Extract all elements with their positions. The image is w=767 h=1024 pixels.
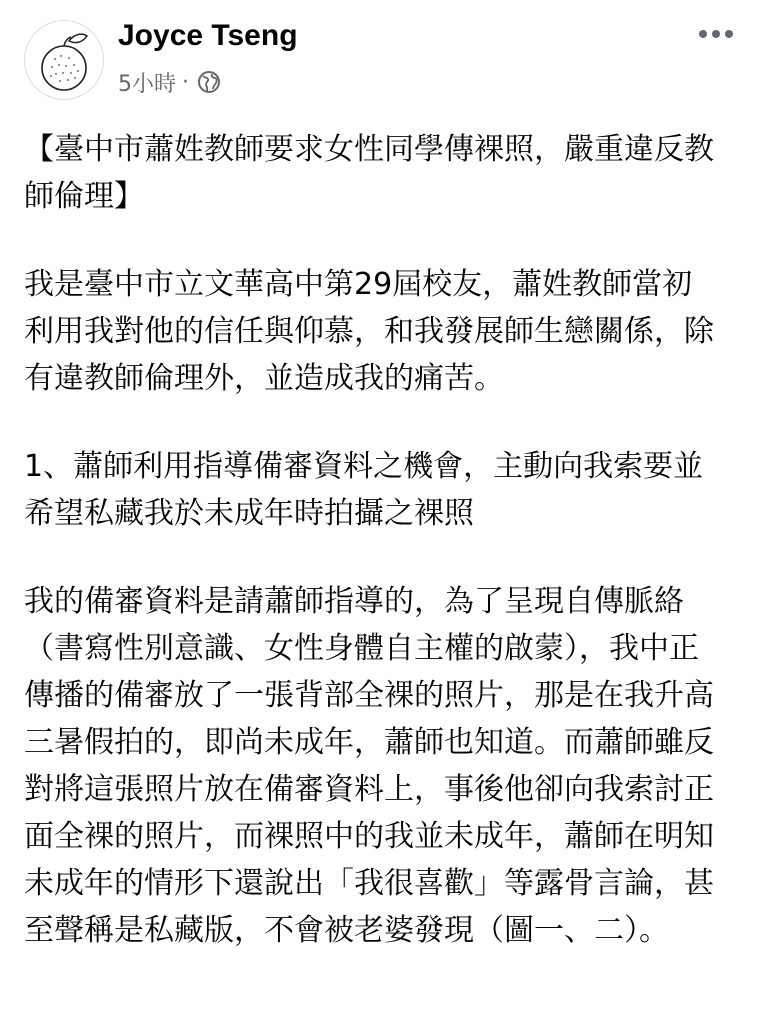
- post-text-line: 師倫理】: [24, 179, 144, 214]
- post-paragraph: [24, 261, 748, 402]
- more-options-button[interactable]: [692, 18, 740, 50]
- author-name[interactable]: Joyce Tseng: [118, 19, 298, 52]
- post-text-line: 我的備審資料是請蕭師指導的，為了呈現自傳脈絡: [24, 584, 684, 619]
- post-timestamp[interactable]: 5小時: [118, 71, 176, 97]
- globe-icon[interactable]: [197, 70, 221, 94]
- post-text-line: 至聲稱是私藏版，不會被老婆發現（圖一、二）。: [24, 913, 669, 948]
- post-text-line: 希望私藏我於未成年時拍攝之裸照: [24, 496, 474, 531]
- post-paragraph: [24, 126, 748, 220]
- post-text-line: 【臺中市蕭姓教師要求女性同學傳裸照，嚴重違反教: [24, 132, 714, 167]
- post-text-line: 傳播的備審放了一張背部全裸的照片，那是在我升高: [24, 678, 714, 713]
- post-header: [0, 0, 767, 110]
- post-text-line: 對將這張照片放在備審資料上，事後他卻向我索討正: [24, 772, 714, 807]
- post-body: [24, 126, 748, 995]
- post-text-line: （書寫性別意識、女性身體自主權的啟蒙），我中正: [24, 631, 699, 666]
- post-text-line: 1、蕭師利用指導備審資料之機會，主動向我索要並: [24, 449, 704, 484]
- post-paragraph: [24, 443, 748, 537]
- tangerine-avatar-icon: [25, 21, 105, 101]
- post-meta: [118, 64, 221, 100]
- author-avatar[interactable]: [24, 20, 104, 100]
- post-text-line: 未成年的情形下還說出「我很喜歡」等露骨言論，甚: [24, 866, 714, 901]
- post-text-line: 面全裸的照片，而裸照中的我並未成年，蕭師在明知: [24, 819, 714, 854]
- post-text-line: 有違教師倫理外，並造成我的痛苦。: [24, 361, 504, 396]
- more-horizontal-icon: [698, 29, 734, 39]
- post-text-line: 我是臺中市立文華高中第29屆校友，蕭姓教師當初: [24, 267, 693, 302]
- post-paragraph: [24, 578, 748, 954]
- meta-separator: ·: [182, 69, 189, 95]
- post-text-line: 利用我對他的信任與仰慕，和我發展師生戀關係，除: [24, 314, 714, 349]
- post-text-line: 三暑假拍的，即尚未成年，蕭師也知道。而蕭師雖反: [24, 725, 714, 760]
